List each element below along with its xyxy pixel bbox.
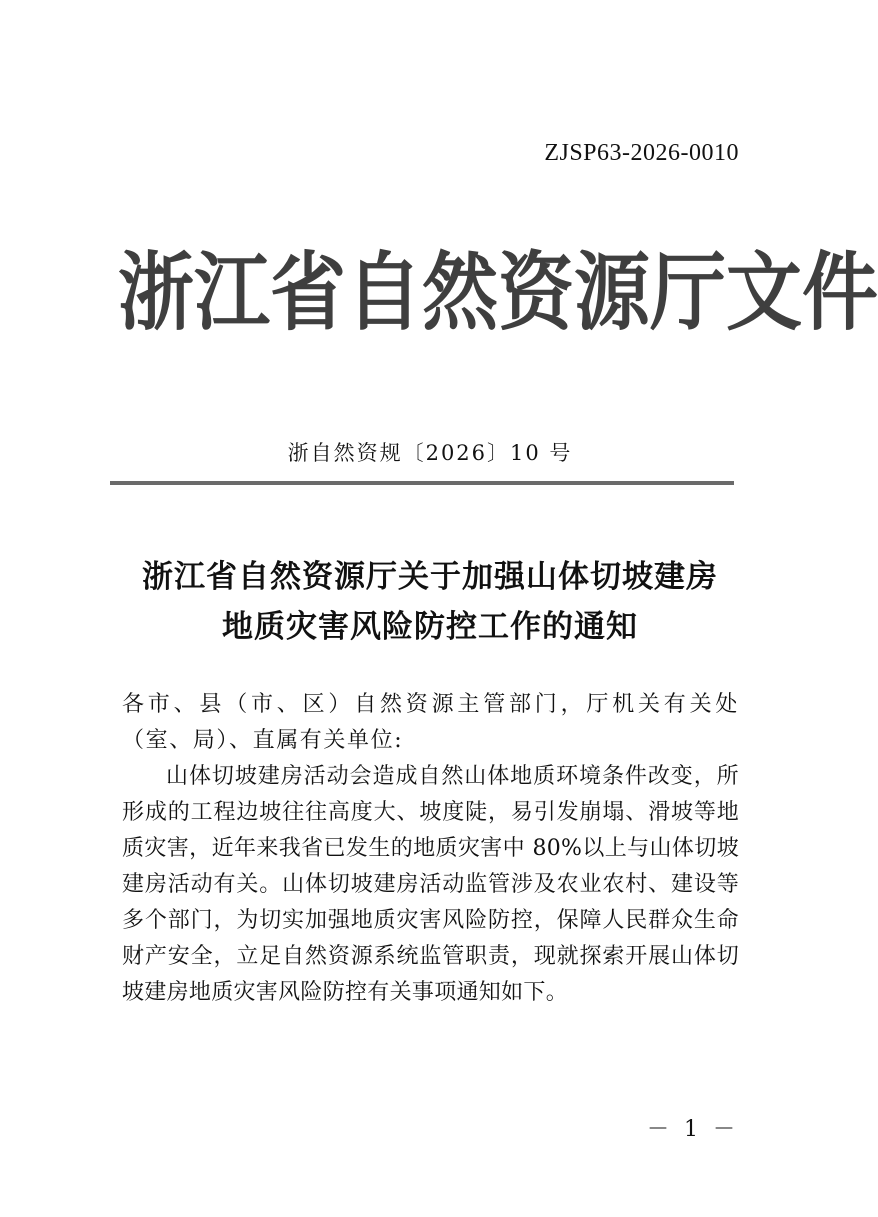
header-title-char: 源: [574, 242, 650, 343]
header-title-char: 浙: [118, 242, 194, 343]
issuer-header-title: [118, 238, 878, 348]
header-title-char: 件: [802, 242, 878, 343]
recipients-line: 各市、县（市、区）自然资源主管部门，厅机关有关处（室、局）、直属有关单位:: [122, 692, 739, 753]
header-title-char: 资: [498, 242, 574, 343]
document-code: ZJSP63-2026-0010: [544, 140, 739, 166]
header-title-char: 省: [270, 242, 346, 343]
header-title-char: 然: [422, 242, 498, 343]
document-number: 浙自然资规〔2026〕10 号: [287, 441, 573, 465]
notice-title: [0, 552, 860, 652]
header-title-char: 自: [346, 242, 422, 343]
notice-title-line-2: 地质灾害风险防控工作的通知: [222, 609, 638, 645]
header-title-char: 文: [726, 242, 802, 343]
notice-title-line-1: 浙江省自然资源厅关于加强山体切坡建房: [142, 559, 718, 595]
page-number: － 1 －: [647, 1117, 739, 1142]
body-paragraph: 山体切坡建房活动会造成自然山体地质环境条件改变，所形成的工程边坡往往高度大、坡度陡，易引发崩塌、滑坡等地质灾害，近年来我省已发生的地质灾害中 80%以上与山体切坡建房活动有关。山体切坡建房活动监管涉及农业农村、建设等多个部门，为切实加强地质灾害风险防控，保障人民群众生命财产安全，立足自然资源系统监管职责，现就探索开展山体切坡建房地质灾害风险防控有关事项通知如下。: [122, 764, 739, 1005]
header-divider: [110, 481, 734, 485]
document-body: [122, 687, 739, 1011]
header-title-char: 江: [194, 242, 270, 343]
header-title-char: 厅: [650, 242, 726, 343]
